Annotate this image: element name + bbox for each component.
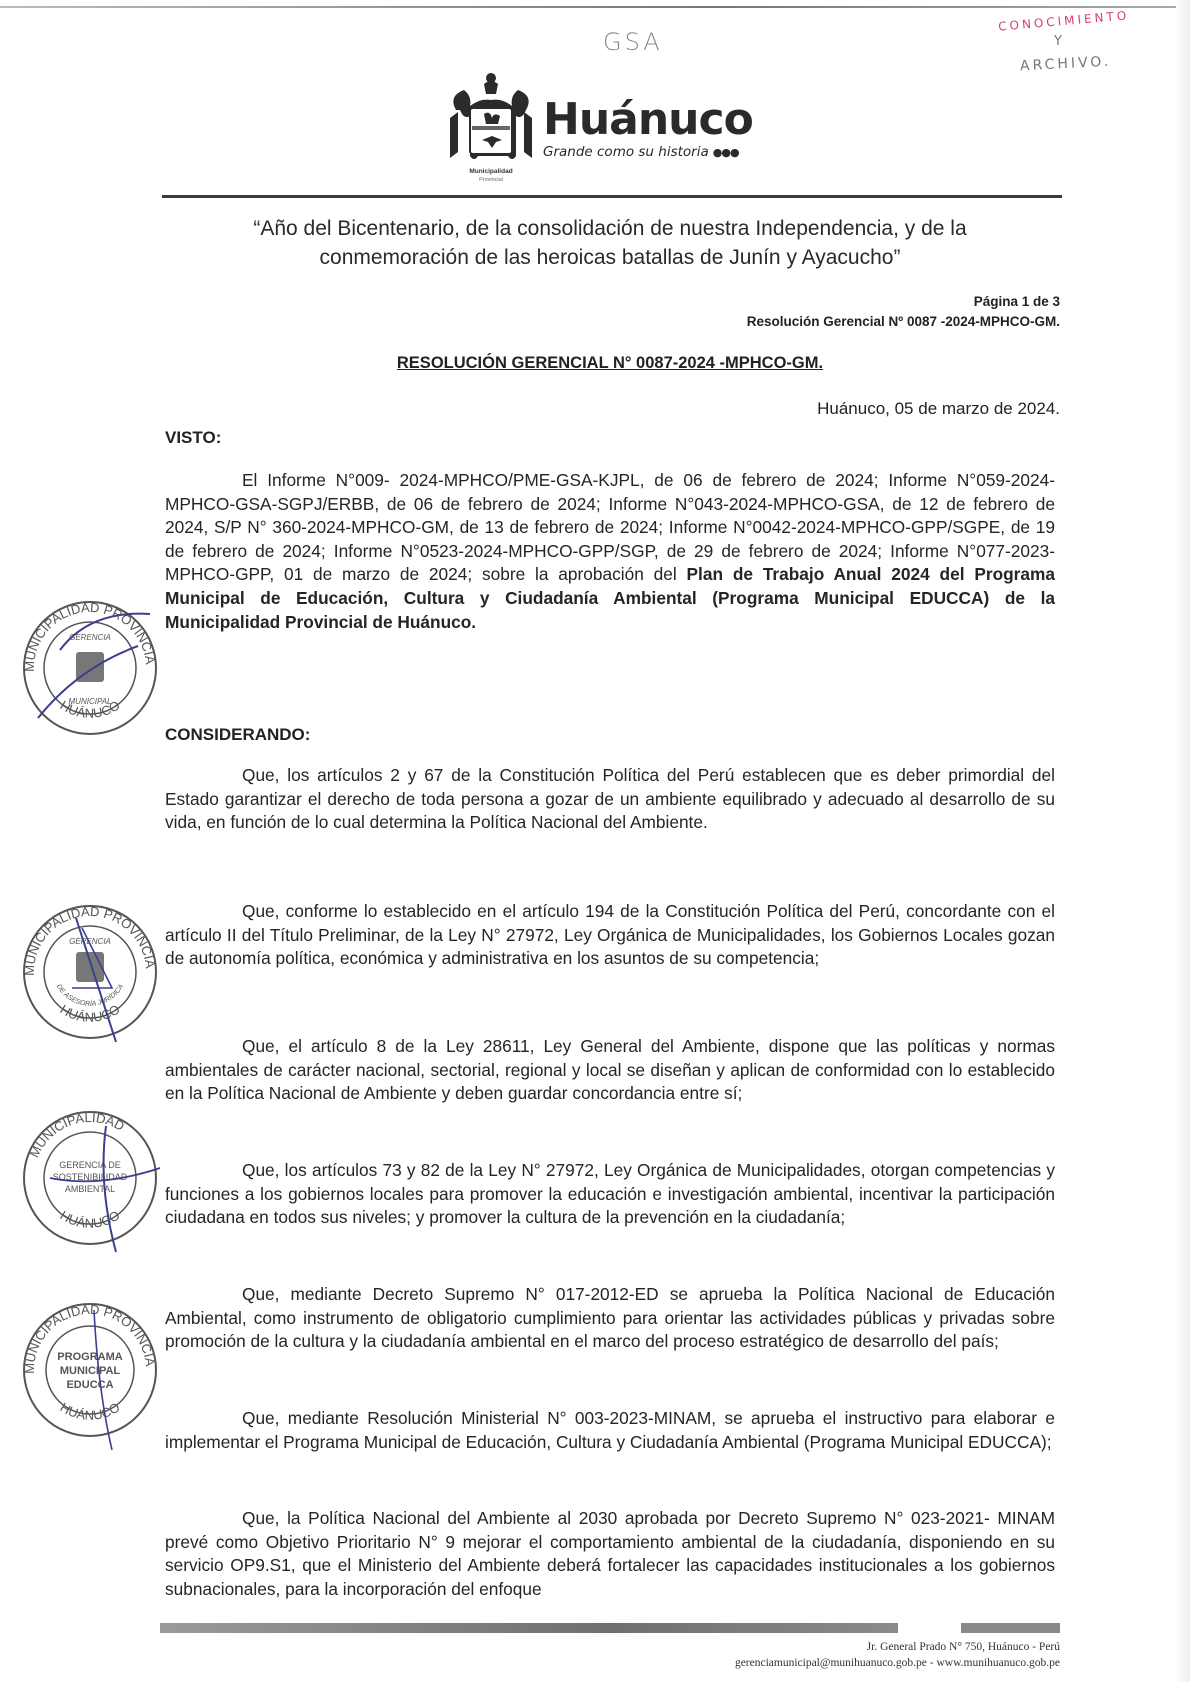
scan-right-edge [1176, 0, 1190, 1682]
page-number: Página 1 de 3 [973, 294, 1060, 309]
stamp3-inner-2: SOSTENIBILIDAD [52, 1172, 128, 1182]
svg-text:HUÁNUCO [58, 1400, 123, 1423]
page-info [747, 292, 1060, 332]
stamp4-inner-1: PROGRAMA [57, 1351, 123, 1363]
coat-of-arms-logo [446, 70, 536, 188]
visto-paragraph [165, 469, 1055, 634]
resolution-title: RESOLUCIÓN GERENCIAL N° 0087-2024 -MPHCO-GM. [396, 354, 824, 372]
visto-text: El Informe N°009- 2024-MPHCO/PME-GSA-KJPL, de 06 de febrero de 2024; Informe N°059-2024-MPHCO-GSA-SGPJ/ERBB, de 06 de febrero de 2024; Informe N°043-2024-MPHCO-GSA, de 12 de febrero de 2024, S/P N° 360-2024-MPHCO-GM, de 13 de febrero de 2024; Informe N°0042-2024-MPHCO-GPP/SGPE, de 19 de febrero de 2024; Informe N°0523-2024-MPHCO-GPP/SGP, de 29 de febrero de 2024; Informe N°077-2023-MPHCO-GPP, 01 de marzo de 2024; sobre la aprobación del [165, 470, 1055, 585]
stamp-programa-educca [10, 1290, 170, 1450]
stamp4-top-text: MUNICIPALIDAD PROVINCIA [21, 1301, 158, 1374]
considerando-heading: CONSIDERANDO: [165, 725, 311, 744]
stamp1-inner-top: GERENCIA [69, 633, 111, 642]
footer-contact: gerenciamunicipal@munihuanuco.gob.pe - www.munihuanuco.gob.pe [734, 1657, 1060, 1669]
stamp-asesoria-juridica [10, 892, 170, 1052]
stamp2-bottom-text: HUÁNUCO [57, 1001, 123, 1025]
stamp4-bottom-text: HUÁNUCO [57, 1399, 123, 1423]
visto-bold-subject: Plan de Trabajo Anual 2024 del Programa Municipal de Educación, Cultura y Ciudadanía Ambiental (Programa Municipal EDUCCA) de la Municipalidad Provincial de Huánuco. [165, 564, 1055, 632]
stamp3-inner-1: GERENCIA DE [59, 1160, 121, 1170]
visto-heading: VISTO: [165, 428, 222, 447]
motto-line-1: “Año del Bicentenario, de la consolidación de nuestra Independencia, y de la [253, 217, 967, 240]
considerando-paragraph-7: Que, la Política Nacional del Ambiente al 2030 aprobada por Decreto Supremo N° 023-2021- MINAM prevé como Objetivo Prioritario N° 9 mejorar el comportamiento ambiental de la ciudadanía, disponiendo en su servicio OP9.S1, que el Ministerio del Ambiente deberá fortalecer las capacidades institucionales a los gobiernos subnacionales, para la incorporación del enfoque [165, 1508, 1055, 1599]
considerando-paragraph-6: Que, mediante Resolución Ministerial N° 003-2023-MINAM, se aprueba el instructivo para elaborar e implementar el Programa Municipal de Educación, Cultura y Ciudadanía Ambiental (Programa Municipal EDUCCA); [165, 1408, 1055, 1452]
header-divider [162, 195, 1062, 198]
considerando-paragraph-5: Que, mediante Decreto Supremo N° 017-2012-ED se aprueba la Política Nacional de Educación Ambiental, como instrumento de obligatorio cumplimiento para orientar las actividades públicas y privadas sobre promoción de la cultura y la ciudadanía ambiental en el marco del proceso estratégico de desarrollo del país; [165, 1284, 1055, 1352]
svg-text:MUNICIPALIDAD [26, 1110, 127, 1160]
stamp1-bottom-text: HUÁNUCO [57, 697, 123, 721]
stamp2-inner-bottom: DE ASESORÍA JURÍDICA [54, 983, 126, 1008]
stamp-gerencia-municipal [10, 588, 170, 748]
official-year-motto [160, 214, 1060, 272]
seal-icon [10, 1290, 170, 1450]
footer [735, 1639, 1060, 1671]
brand-name: Huánuco [543, 94, 753, 145]
logo-caption-1: Municipalidad [469, 168, 513, 175]
scan-top-edge [0, 6, 1190, 8]
stamp1-inner-bottom: MUNICIPAL [68, 697, 112, 706]
svg-text:HUÁNUCO [58, 1208, 123, 1231]
stamp3-inner-3: AMBIENTAL [64, 1184, 116, 1194]
handwritten-conocimiento: CONOCIMIENTO [997, 8, 1130, 34]
seal-icon [10, 588, 170, 748]
considerando-paragraph-1: Que, los artículos 2 y 67 de la Constitución Política del Perú establecen que es deber primordial del Estado garantizar el derecho de toda persona a gozar de un ambiente equilibrado y adecuado al desarrollo de su vida, en función de lo cual determina la Política Nacional del Ambiente. [165, 765, 1055, 833]
stamp3-top-text: MUNICIPALIDAD [26, 1109, 127, 1160]
brand-block [543, 94, 753, 160]
brand-tagline-row [543, 144, 753, 160]
stamp4-inner-3: EDUCCA [66, 1379, 114, 1391]
stamp2-top-text: MUNICIPALIDAD PROVINCIA [21, 903, 158, 976]
motto-line-2: conmemoración de las heroicas batallas de Junín y Ayacucho” [319, 246, 901, 269]
logo-caption-2: Provincial [479, 177, 503, 183]
footer-address: Jr. General Prado N° 750, Huánuco - Perú [866, 1641, 1060, 1653]
considerando-paragraph-3: Que, el artículo 8 de la Ley 28611, Ley General del Ambiente, dispone que las políticas y normas ambientales de carácter nacional, sectorial, regional y local se diseñan y aplican de conformidad con lo establecido en la Política Nacional de Ambiente y deben guardar concordancia entre sí; [165, 1036, 1055, 1104]
water-drops-icon: ●●● [712, 146, 739, 159]
footer-divider [160, 1623, 1060, 1633]
seal-icon [10, 1098, 170, 1258]
place-date: Huánuco, 05 de marzo de 2024. [817, 399, 1060, 418]
coat-of-arms-icon [446, 70, 536, 188]
page-reference: Resolución Gerencial Nº 0087 -2024-MPHCO-GM. [746, 314, 1060, 329]
handwritten-gsa: GSA [603, 28, 663, 56]
stamp-sostenibilidad-ambiental [10, 1098, 170, 1258]
stamp3-bottom-text: HUÁNUCO [57, 1207, 123, 1231]
brand-tagline: Grande como su historia [543, 144, 709, 160]
seal-icon [10, 892, 170, 1052]
stamp2-inner-top: GERENCIA [69, 937, 111, 946]
stamp1-top-text: MUNICIPALIDAD PROVINCIA [21, 599, 158, 672]
considerando-paragraph-2: Que, conforme lo establecido en el artículo 194 de la Constitución Política del Perú, concordante con el artículo II del Título Preliminar, de la Ley N° 27972, Ley Orgánica de Municipalidades, los Gobiernos Locales gozan de autonomía política, económica y administrativa en los asuntos de su competencia; [165, 901, 1055, 969]
handwritten-archivo: ARCHIVO. [1019, 53, 1112, 75]
considerando-paragraph-4: Que, los artículos 73 y 82 de la Ley N° 27972, Ley Orgánica de Municipalidades, otorgan competencias y funciones a los gobiernos locales para promover la educación e investigación ambiental, incentivar la participación ciudadana en todos sus niveles; y promover la cultura de la prevención en la ciudadanía; [165, 1160, 1055, 1228]
handwritten-y: Y [1054, 34, 1065, 49]
stamp4-inner-2: MUNICIPAL [59, 1365, 121, 1377]
